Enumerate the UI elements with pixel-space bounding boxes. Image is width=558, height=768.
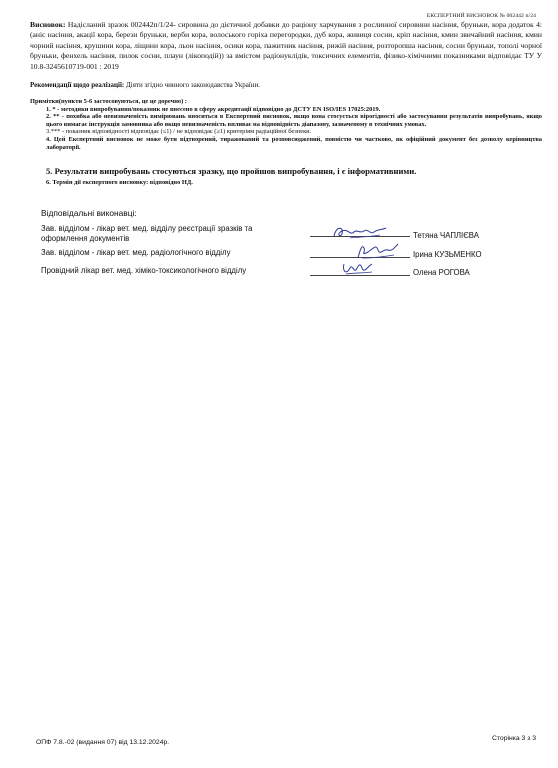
notes-heading: Примітки(пункти 5-6 застосовуються, це це доречно) : [30, 98, 187, 105]
conclusion-label: Висновок: [30, 20, 66, 29]
signature-3-icon [338, 258, 378, 278]
result-statement: 5. Результати випробувань стосуються зразку, що пройшов випробування, і є інформативними. [46, 166, 417, 176]
note-1: 1. * - методики випробування/показник не внесено в сферу акредитації відповідно до ДСТУ EN ISO/IES 17025:2019. [46, 105, 381, 113]
page-number: Сторінка 3 з 3 [491, 735, 536, 742]
signatory-name-1: Тетяна ЧАПЛІЄВА [413, 231, 479, 240]
note-3: 3.*** - показник відповідності відповідає (≤1) / не відповідає (≥1) критеріям радіаційної безпеки. [46, 128, 312, 136]
conclusion-paragraph [30, 20, 542, 72]
document-reference: ЕКСПЕРТНИЙ ВИСНОВОК № 002442 п/24 [426, 13, 536, 19]
note-2: 2. ** - похибка або невизначеність вимірювань вноситься в Експертний висновок, якщо вона стосується вірогідності або застосування результатів випробувань, якщо цього вимагає інструкція замовника або якщо невизначеність впливає на відповідність діапазону, зазначеному в технічних умовах. [46, 113, 542, 128]
notes-section [30, 98, 542, 151]
form-code: ОПФ 7.8.-02 (видання 07) від 13.12.2024р. [36, 739, 170, 746]
signatory-row-1 [41, 224, 291, 244]
signatory-row-2 [41, 248, 311, 258]
signature-1-icon [330, 222, 390, 242]
signatory-position-2: Зав. відділом - лікар вет. мед. радіологічного відділу [41, 248, 231, 257]
signatory-name-2: Ірина КУЗЬМЕНКО [413, 250, 482, 259]
conclusion-text: Надісланий зразок 002442п/1/24- сировина до дієтичної добавки до раціону харчування з рослинної сировини насіння, бруньки, кора додаток 4: (аніс насіння, акації кора, берези бруньки, верби кора, волоського горіха перегородки, дуб кора, живиця сосни, кріп насіння, кмин звичайний насіння, кмин чорний насіння, крушини кора, ліщини кора, льон насіння, осики кора, пажитник насіння, рижій насіння, розторопша насіння, сосни бруньки, тополі чорної бруньки, фенхель насіння, пилок сосни, плаун (лікоподій)) за вмістом радіонуклідів, токсичних елементів, фізико-хімічними показниками відповідає ТУ У 10.8-3245610719-001 : 2019 [30, 20, 542, 71]
validity-term: 6. Термін дії експертного висновку: відповідно НД. [46, 179, 193, 186]
recommendation-text: Діяти згідно чинного законодавства України. [124, 81, 260, 89]
signatory-position-3: Провідний лікар вет. мед. хіміко-токсикологічного відділу [41, 266, 247, 275]
responsible-title: Відповідальні виконавці: [41, 208, 137, 218]
recommendation-label: Рекомендації щодо реалізації: [30, 81, 125, 89]
recommendation-paragraph [30, 81, 542, 90]
note-4: 4. Цей Експертний висновок не може бути відтворений, тиражований та розповсюджений, повністю чи частково, як офіційний документ без дозволу керівництва лабораторії. [46, 135, 542, 151]
signatory-name-3: Олена РОГОВА [413, 268, 470, 277]
signatory-position-1: Зав. відділом - лікар вет. мед. відділу реєстрації зразків та оформлення документів [41, 224, 253, 243]
signatory-row-3 [41, 266, 311, 276]
